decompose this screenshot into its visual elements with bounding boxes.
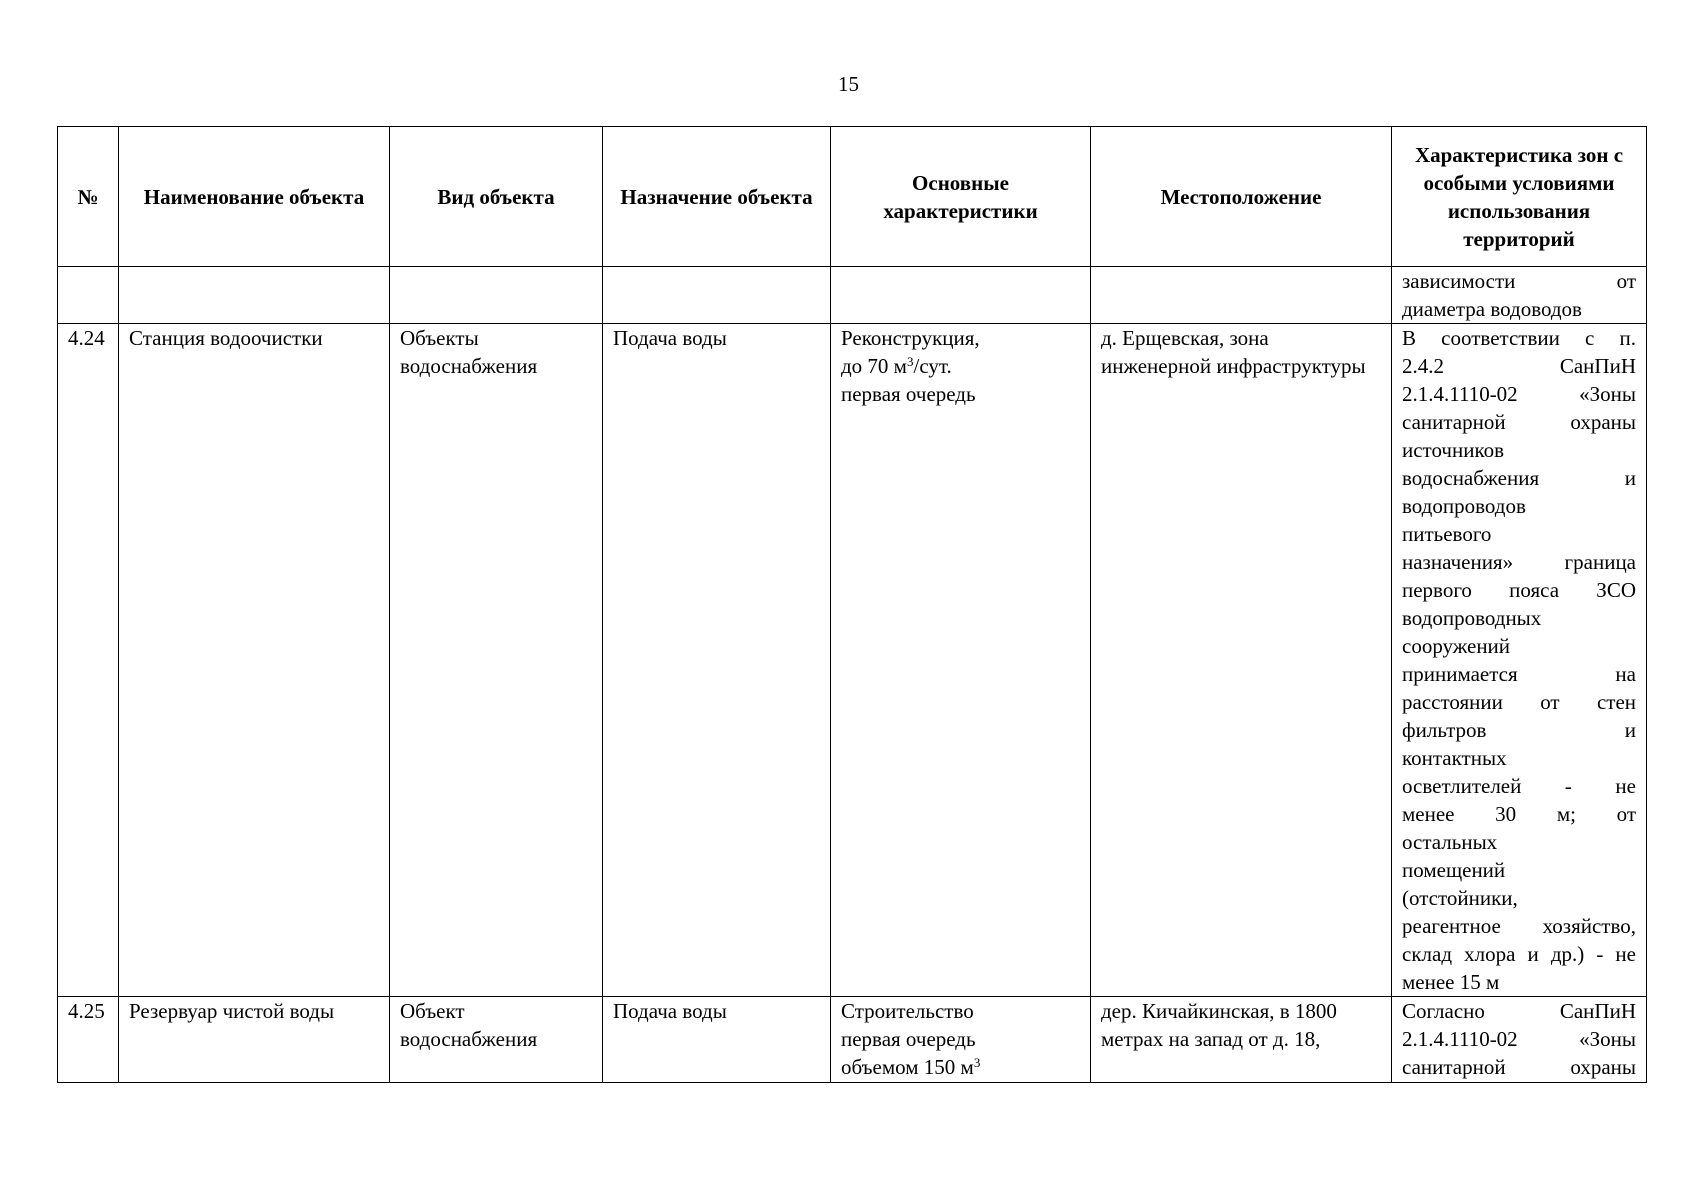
zones-line: первого пояса ЗСО — [1402, 578, 1636, 602]
table-row — [58, 324, 1647, 997]
cell-type: Объекты водоснабжения — [390, 324, 603, 997]
zones-line: сооружений — [1402, 634, 1511, 658]
zones-line: расстоянии от стен — [1402, 690, 1636, 714]
cell-num — [58, 267, 119, 324]
zones-line: контактных — [1402, 746, 1507, 770]
header-name: Наименование объекта — [119, 127, 390, 267]
cell-zones — [1392, 324, 1647, 997]
zones-line: диаметра водоводов — [1402, 297, 1582, 321]
features-line: Реконструкция, — [841, 326, 980, 350]
zones-line: менее 15 м — [1402, 970, 1500, 994]
zones-line: помещений — [1402, 858, 1506, 882]
cell-name: Станция водоочистки — [119, 324, 390, 997]
features-line: объемом 150 $м^3$ — [841, 1055, 981, 1079]
cell-location: дер. Кичайкинская, в 1800 метрах на запад от д. 18, — [1091, 997, 1392, 1083]
cell-num: 4.25 — [58, 997, 119, 1083]
cell-type — [390, 267, 603, 324]
zones-line: менее 30 м; от — [1402, 802, 1636, 826]
zones-line: питьевого — [1402, 522, 1492, 546]
features-line: первая очередь — [841, 1027, 976, 1051]
table-row-continuation — [58, 267, 1647, 324]
cell-features — [831, 997, 1091, 1083]
zones-line: 2.1.4.1110-02 «Зоны — [1402, 382, 1636, 406]
cell-zones — [1392, 997, 1647, 1083]
zones-line: водопроводных — [1402, 606, 1542, 630]
objects-table — [57, 126, 1647, 1083]
zones-line: остальных — [1402, 830, 1498, 854]
zones-line: водопроводов — [1402, 494, 1526, 518]
header-purpose: Назначение объекта — [603, 127, 831, 267]
zones-line: реагентное хозяйство, — [1402, 914, 1636, 938]
zones-line: назначения» граница — [1402, 550, 1636, 574]
table-row — [58, 997, 1647, 1083]
features-line: до 70 $м^3$/сут. — [841, 354, 952, 378]
cell-purpose: Подача воды — [603, 997, 831, 1083]
cell-num: 4.24 — [58, 324, 119, 997]
zones-line: санитарной охраны — [1402, 1055, 1636, 1079]
cell-purpose — [603, 267, 831, 324]
zones-line: 2.1.4.1110-02 «Зоны — [1402, 1027, 1636, 1051]
table-header-row — [58, 127, 1647, 267]
cell-location: д. Ерщевская, зона инженерной инфраструктуры — [1091, 324, 1392, 997]
cell-location — [1091, 267, 1392, 324]
zones-line: водоснабжения и — [1402, 466, 1636, 490]
zones-line: зависимости от — [1402, 269, 1636, 293]
header-type: Вид объекта — [390, 127, 603, 267]
cell-purpose: Подача воды — [603, 324, 831, 997]
zones-line: Согласно СанПиН — [1402, 999, 1636, 1023]
cell-zones — [1392, 267, 1647, 324]
cell-name — [119, 267, 390, 324]
zones-line: осветлителей - не — [1402, 774, 1636, 798]
zones-line: В соответствии с п. — [1402, 326, 1636, 350]
features-line: Строительство — [841, 999, 974, 1023]
features-line: первая очередь — [841, 382, 976, 406]
cell-type: Объект водоснабжения — [390, 997, 603, 1083]
zones-line: склад хлора и др.) - не — [1402, 942, 1636, 966]
header-features: Основные характеристики — [831, 127, 1091, 267]
zones-line: 2.4.2 СанПиН — [1402, 354, 1636, 378]
cell-name: Резервуар чистой воды — [119, 997, 390, 1083]
zones-line: фильтров и — [1402, 718, 1636, 742]
zones-line: принимается на — [1402, 662, 1636, 686]
header-zones: Характеристика зон с особыми условиями использования территорий — [1392, 127, 1647, 267]
page-number: 15 — [838, 72, 859, 96]
zones-line: санитарной охраны — [1402, 410, 1636, 434]
zones-line: (отстойники, — [1402, 886, 1518, 910]
cell-features — [831, 324, 1091, 997]
zones-line: источников — [1402, 438, 1505, 462]
header-location: Местоположение — [1091, 127, 1392, 267]
header-num: № — [58, 127, 119, 267]
cell-features — [831, 267, 1091, 324]
